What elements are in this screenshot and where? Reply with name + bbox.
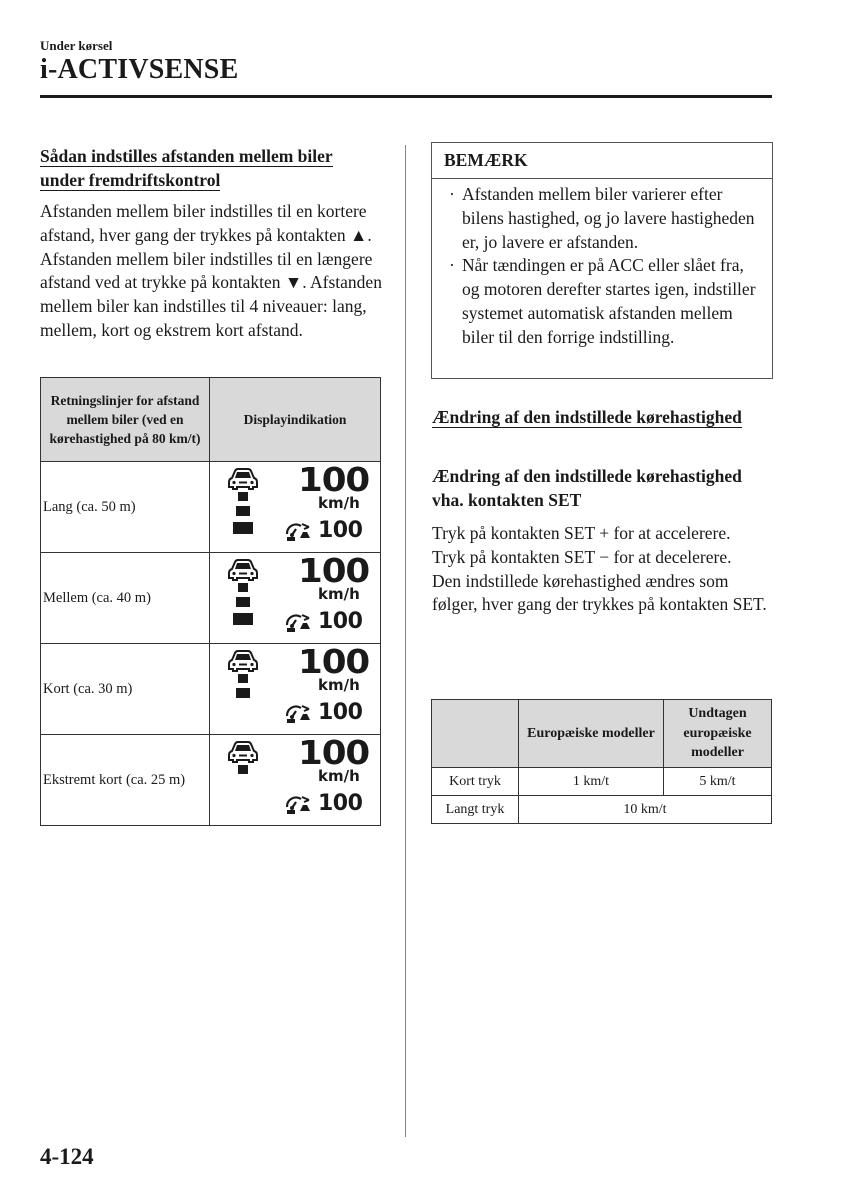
guideline-header: Retningslinjer for afstand mellem biler (ved en kørehastighed på 80 km/t) [41, 378, 210, 462]
cruise-control-icon [284, 702, 310, 724]
note-item: · Afstanden mellem biler varierer efter bilens hastighed, og jo lavere hastigheden er, jo lavere er afstanden. [432, 183, 772, 254]
speed-body-text [432, 522, 777, 617]
eu-header: Europæiske modeller [519, 700, 664, 768]
paragraph: Tryk på kontakten SET + for at accelerere. [432, 523, 731, 543]
note-item: · Når tændingen er på ACC eller slået fra, og motoren derefter startes igen, indstiller systemet automatisk afstanden mellem biler til den forrige indstilling. [432, 254, 772, 349]
display-indication [210, 462, 381, 553]
table-header-row [432, 700, 772, 768]
page-title: i-ACTIVSENSE [40, 54, 239, 85]
cruise-control-icon [284, 793, 310, 815]
vehicle-ahead-icon [228, 741, 258, 763]
page-number: 4-124 [40, 1144, 94, 1169]
vehicle-ahead-icon [228, 650, 258, 672]
cell-value: 1 km/t [519, 768, 664, 796]
table-row [432, 796, 772, 824]
note-title: BEMÆRK [432, 143, 772, 179]
current-speed: 100 [298, 642, 370, 681]
distance-body-text: Afstanden mellem biler indstilles til en kortere afstand, hver gang der trykkes på kontakten ▲. Afstanden mellem biler indstilles til en længere afstand ved at trykke på kontakten ▼. Afstanden mellem biler kan indstilles til 4 niveauer: lang, mellem, kort og ekstrem kort afstand. [40, 201, 382, 340]
distance-table [40, 377, 381, 826]
section-label: Under kørsel [40, 38, 113, 53]
non-eu-header: Undtagen europæiske modeller [664, 700, 772, 768]
distance-bar [233, 613, 253, 625]
display-indication [210, 553, 381, 644]
vehicle-ahead-icon [228, 468, 258, 490]
set-speed: 100 [318, 518, 363, 543]
column-divider [405, 145, 406, 1137]
note-box [431, 142, 773, 379]
distance-label: Lang (ca. 50 m) [41, 462, 210, 553]
distance-bar [238, 765, 248, 774]
distance-bars-icon [228, 492, 258, 540]
display-header: Displayindikation [210, 378, 381, 462]
speed-section-heading: Ændring af den indstillede kørehastighed [432, 407, 742, 427]
current-speed: 100 [298, 551, 370, 590]
distance-bar [238, 674, 248, 683]
header-divider [40, 95, 772, 98]
display-indication [210, 644, 381, 735]
speed-subheading: Ændring af den indstillede kørehastighed vha. kontakten SET [432, 466, 742, 510]
distance-bars-icon [228, 674, 258, 722]
table-row [41, 644, 381, 735]
speed-unit: km/h [318, 494, 360, 512]
table-row [41, 462, 381, 553]
speed-unit: km/h [318, 585, 360, 603]
speed-unit: km/h [318, 676, 360, 694]
table-row [41, 553, 381, 644]
note-list [432, 179, 772, 350]
distance-bar [236, 688, 250, 698]
set-speed: 100 [318, 609, 363, 634]
distance-label: Kort (ca. 30 m) [41, 644, 210, 735]
distance-bars-icon [228, 765, 258, 813]
distance-bar [238, 583, 248, 592]
row-label: Kort tryk [432, 768, 519, 796]
current-speed: 100 [298, 460, 370, 499]
paragraph: Tryk på kontakten SET − for at decelerere. [432, 546, 732, 567]
cruise-control-icon [284, 520, 310, 542]
distance-bar [236, 506, 250, 516]
speed-table [431, 699, 772, 824]
distance-section-heading: Sådan indstilles afstanden mellem biler under fremdriftskontrol [40, 146, 333, 190]
row-label: Langt tryk [432, 796, 519, 824]
cell-value: 10 km/t [519, 796, 772, 824]
distance-label: Ekstremt kort (ca. 25 m) [41, 735, 210, 826]
distance-bar [233, 522, 253, 534]
cruise-control-icon [284, 611, 310, 633]
distance-label: Mellem (ca. 40 m) [41, 553, 210, 644]
display-indication [210, 735, 381, 826]
vehicle-ahead-icon [228, 559, 258, 581]
cell-value: 5 km/t [664, 768, 772, 796]
speed-unit: km/h [318, 767, 360, 785]
table-header-row [41, 378, 381, 462]
table-row [432, 768, 772, 796]
distance-bar [238, 492, 248, 501]
set-speed: 100 [318, 700, 363, 725]
paragraph: Den indstillede kørehastighed ændres som følger, hver gang der trykkes på kontakten SET. [432, 570, 767, 615]
distance-bar [236, 597, 250, 607]
empty-header [432, 700, 519, 768]
distance-bars-icon [228, 583, 258, 631]
set-speed: 100 [318, 791, 363, 816]
table-row [41, 735, 381, 826]
current-speed: 100 [298, 733, 370, 772]
